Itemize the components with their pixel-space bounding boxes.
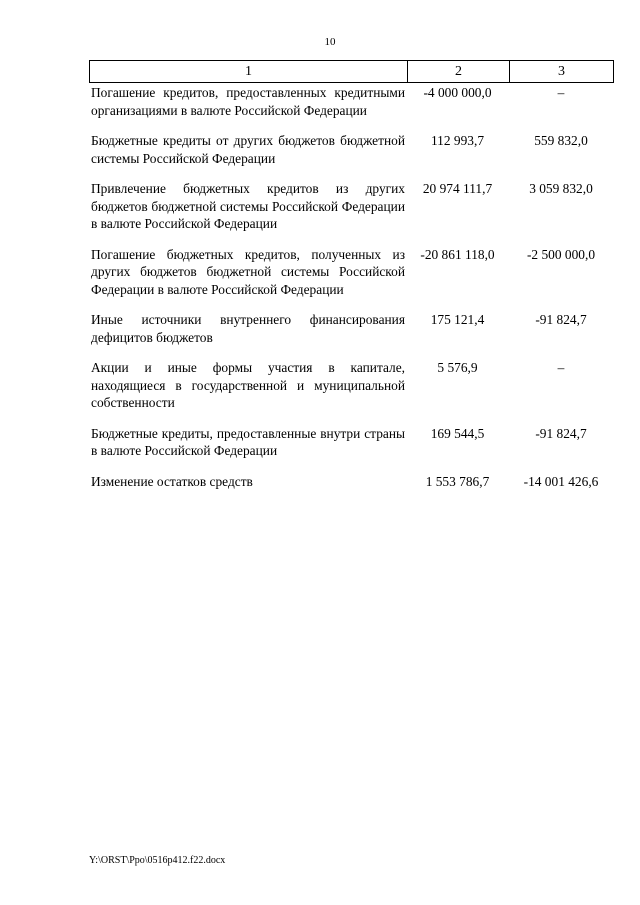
table-row	[89, 359, 612, 412]
table-row	[89, 132, 612, 167]
table-body	[89, 84, 612, 503]
row-value-col3: –	[557, 85, 565, 100]
row-value-col3: -2 500 000,0	[526, 246, 596, 262]
row-value-col3: -14 001 426,6	[523, 473, 599, 489]
table-row	[89, 246, 612, 299]
row-name: Привлечение бюджетных кредитов из других бюджетов бюджетной системы Российской Федерации в валюте Российской Федерации	[91, 181, 405, 231]
file-path-footer: Y:\ORST\Ppo\0516p412.f22.docx	[89, 855, 226, 866]
row-value-col3: -91 824,7	[535, 312, 587, 327]
row-value-col2: 112 993,7	[430, 133, 485, 148]
row-value-col2: 5 576,9	[437, 360, 478, 375]
table-row	[89, 473, 612, 491]
table-row	[89, 180, 612, 233]
row-value-col2: 175 121,4	[430, 312, 485, 327]
table-header	[89, 60, 614, 83]
row-value-col2: 1 553 786,7	[425, 473, 490, 489]
row-value-col2: -20 861 118,0	[420, 246, 495, 262]
row-value-col2: 20 974 111,7	[422, 181, 493, 196]
page-number: 10	[324, 36, 336, 48]
table-row	[89, 84, 612, 119]
row-value-col3: 3 059 832,0	[529, 181, 593, 196]
row-name: Акции и иные формы участия в капитале, находящиеся в государственной и муниципальной собственности	[91, 360, 405, 410]
row-name: Изменение остатков средств	[91, 473, 253, 489]
row-name: Бюджетные кредиты от других бюджетов бюджетной системы Российской Федерации	[91, 133, 405, 166]
table-row	[89, 425, 612, 460]
row-value-col3: -91 824,7	[535, 425, 587, 441]
header-col-3: 3	[510, 61, 614, 83]
row-value-col3: –	[557, 360, 565, 375]
row-name: Погашение бюджетных кредитов, полученных из других бюджетов бюджетной системы Российской Федерации в валюте Российской Федерации	[91, 246, 405, 297]
header-col-1: 1	[90, 61, 408, 83]
row-name: Иные источники внутреннего финансирования дефицитов бюджетов	[91, 312, 405, 345]
row-value-col3: 559 832,0	[534, 133, 588, 148]
row-name: Погашение кредитов, предоставленных кредитными организациями в валюте Российской Федерации	[91, 85, 405, 118]
table-row	[89, 311, 612, 346]
header-row	[90, 61, 614, 83]
header-col-2: 2	[408, 61, 510, 83]
row-value-col2: -4 000 000,0	[423, 85, 492, 100]
row-name: Бюджетные кредиты, предоставленные внутри страны в валюте Российской Федерации	[91, 425, 405, 458]
row-value-col2: 169 544,5	[430, 425, 485, 441]
